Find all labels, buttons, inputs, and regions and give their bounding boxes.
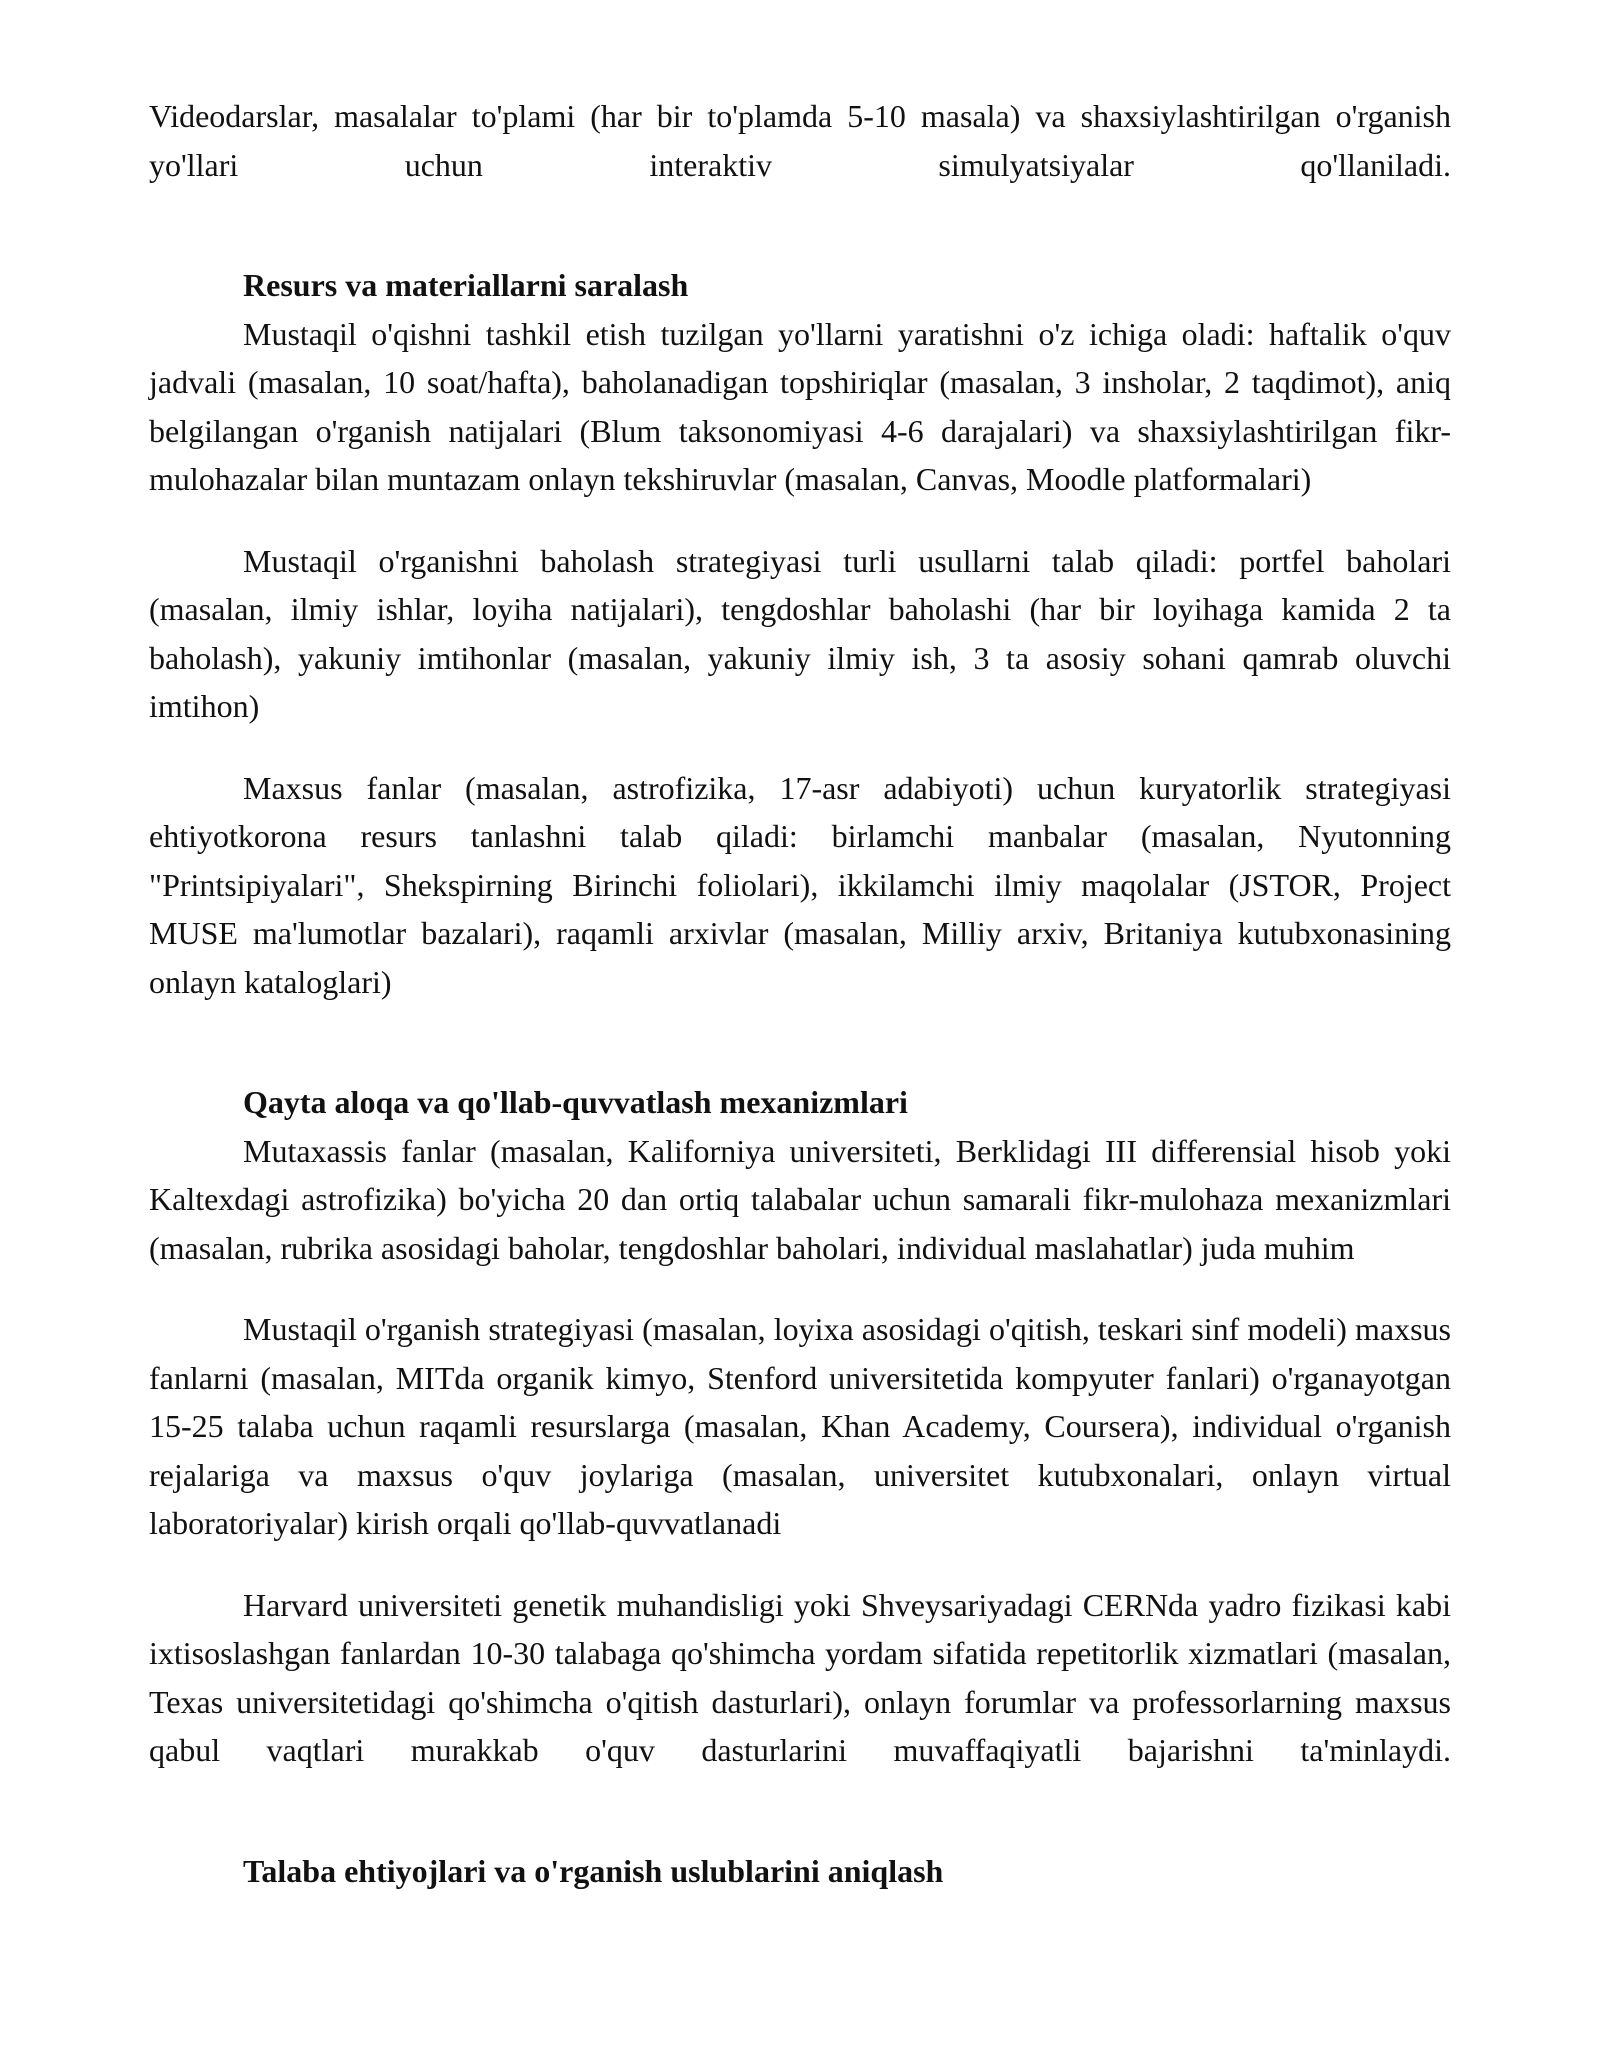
paragraph-spacer — [149, 1272, 1451, 1305]
paragraph-independent-learning: Mustaqil o'rganish strategiyasi (masalan, loyixa asosidagi o'qitish, teskari sinf modeli) maxsus fanlarni (masalan, MITda organik kimyo, Stenford universitetida kompyuter fanlari) o'rganayotgan 15-25 talaba uchun raqamli resurslarga (masalan, Khan Academy, Coursera), individual o'rganish rejalariga va maxsus o'quv joylariga (masalan, universitet kutubxonalari, onlayn virtual laboratoriyalar) kirish orqali qo'llab-quvvatlanadi — [149, 1311, 1451, 1541]
paragraph-spacer — [149, 1548, 1451, 1581]
document-page — [149, 92, 1451, 1895]
section-spacer — [149, 1775, 1451, 1847]
paragraph-independent-reading: Mustaqil o'qishni tashkil etish tuzilgan yo'llarni yaratishni o'z ichiga oladi: haftalik o'quv jadvali (masalan, 10 soat/hafta), baholanadigan topshiriqlar (masalan, 3 insholar, 2 taqdimot), aniq belgilangan o'rganish natijalari (Blum taksonomiyasi 4-6 darajalari) va shaxsiylashtirilgan fikr-mulohazalar bilan muntazam onlayn tekshiruvlar (masalan, Canvas, Moodle platformalari) — [149, 315, 1451, 497]
intro-paragraph: Videodarslar, masalalar to'plami (har bir to'plamda 5-10 masala) va shaxsiylashtirilgan o'rganish yo'llari uchun interaktiv simulyatsiyalar qo'llaniladi. — [149, 98, 1451, 183]
paragraph-tutoring-services: Harvard universiteti genetik muhandisligi yoki Shveysariyadagi CERNda yadro fizikasi kabi ixtisoslashgan fanlardan 10-30 talabaga qo'shimcha yordam sifatida repetitorlik xizmatlari (masalan, Texas universitetidagi qo'shimcha o'qitish dasturlari), onlayn forumlar va professorlarning maxsus qabul vaqtlari murakkab o'quv dasturlarini muvaffaqiyatli bajarishni ta'minlaydi. — [149, 1586, 1451, 1768]
section-heading-feedback: Qayta aloqa va qo'llab-quvvatlash mexanizmlari — [243, 1084, 908, 1120]
paragraph-spacer — [149, 731, 1451, 764]
section-heading-resources: Resurs va materiallarni saralash — [243, 267, 689, 303]
paragraph-curation-strategy: Maxsus fanlar (masalan, astrofizika, 17-asr adabiyoti) uchun kuryatorlik strategiyasi ehtiyotkorona resurs tanlashni talab qiladi: birlamchi manbalar (masalan, Nyutonning "Printsipiyalari", Shekspirning Birinchi foliolari), ikkilamchi ilmiy maqolalar (JSTOR, Project MUSE ma'lumotlar bazalari), raqamli arxivlar (masalan, Milliy arxiv, Britaniya kutubxonasining onlayn kataloglari) — [149, 769, 1451, 1000]
section-spacer — [149, 189, 1451, 261]
section-heading-student-needs: Talaba ehtiyojlari va o'rganish uslublarini aniqlash — [243, 1852, 944, 1889]
section-spacer — [149, 1006, 1451, 1078]
paragraph-spacer — [149, 504, 1451, 537]
paragraph-feedback-mechanisms: Mutaxassis fanlar (masalan, Kaliforniya universiteti, Berklidagi III differensial hisob yoki Kaltexdagi astrofizika) bo'yicha 20 dan ortiq talabalar uchun samarali fikr-mulohaza mexanizmlari (masalan, rubrika asosidagi baholar, tengdoshlar baholari, individual maslahatlar) juda muhim — [149, 1132, 1451, 1266]
paragraph-assessment-strategy: Mustaqil o'rganishni baholash strategiyasi turli usullarni talab qiladi: portfel baholari (masalan, ilmiy ishlar, loyiha natijalari), tengdoshlar baholashi (har bir loyihaga kamida 2 ta baholash), yakuniy imtihonlar (masalan, yakuniy ilmiy ish, 3 ta asosiy sohani qamrab oluvchi imtihon) — [149, 542, 1451, 724]
